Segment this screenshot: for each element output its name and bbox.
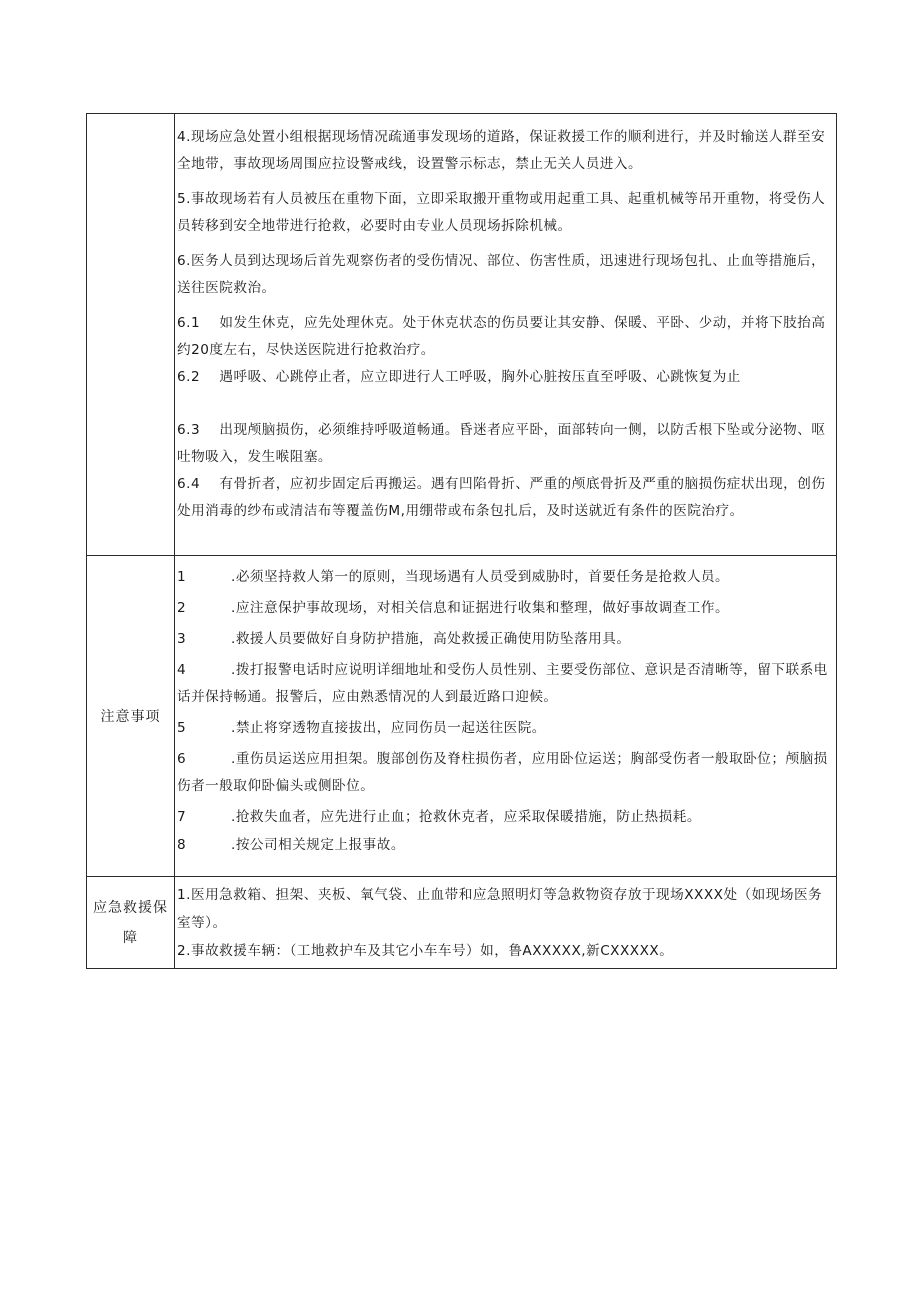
step-5: 5.事故现场若有人员被压在重物下面，立即采取搬开重物或用起重工具、起重机械等吊开重物，将受伤人员转移到安全地带进行抢救，必要时由专业人员现场拆除机械。 [177, 191, 826, 234]
precaution-text-1: .必须坚持救人第一的原则，当现场遇有人员受到威胁时，首要任务是抢救人员。 [231, 569, 730, 585]
precaution-item-1 [177, 564, 833, 591]
precaution-number-6: 6 [177, 751, 187, 767]
support-item-1: 1.医用急救箱、担架、夹板、氧气袋、止血带和应急照明灯等急救物资存放于现场XXXX处（如现场医务室等）。 [177, 887, 823, 931]
precaution-text-3: .救援人员要做好自身防护措施，高处救援正确使用防坠落用具。 [231, 631, 631, 647]
step-6: 6.医务人员到达现场后首先观察伤者的受伤情况、部位、伤害性质，迅速进行现场包扎、止血等措施后，送往医院救治。 [177, 253, 826, 296]
step-6-2-number: 6.2 [177, 369, 201, 385]
step-6-3-number: 6.3 [177, 422, 201, 438]
precautions-content [175, 556, 837, 877]
emergency-plan-table [86, 113, 837, 969]
step-6-1-text: 如发生休克，应先处理休克。处于休克状态的伤员要让其安静、保暖、平卧、少动，并将下肢抬高约20度左右，尽快送医院进行抢救治疗。 [177, 315, 826, 358]
support-row [87, 877, 837, 969]
precaution-text-6: .重伤员运送应用担架。腹部创伤及脊柱损伤者，应用卧位运送；胸部受伤者一般取卧位；颅脑损伤者一般取仰卧偏头或侧卧位。 [177, 751, 828, 794]
step-6-4 [177, 471, 833, 525]
precaution-item-4 [177, 657, 833, 711]
step-6-4-number: 6.4 [177, 476, 201, 492]
precaution-number-5: 5 [177, 720, 187, 736]
response-steps-row [87, 114, 837, 556]
precaution-number-7: 7 [177, 809, 187, 825]
precaution-item-6 [177, 746, 833, 800]
precaution-item-5 [177, 715, 833, 742]
precaution-text-7: .抢救失血者，应先进行止血；抢救休克者，应采取保暖措施，防止热损耗。 [231, 809, 701, 825]
support-item-2: 2.事故救援车辆：（工地救护车及其它小车车号）如，鲁AXXXXX,新CXXXXX。 [177, 943, 674, 959]
precaution-item-8 [177, 835, 833, 855]
precaution-text-5: .禁止将穿透物直接拔出，应同伤员一起送往医院。 [231, 720, 546, 736]
precaution-item-2 [177, 595, 833, 622]
precaution-item-3 [177, 626, 833, 653]
precaution-number-8: 8 [177, 837, 187, 853]
precaution-number-1: 1 [177, 569, 187, 585]
step-6-3-text: 出现颅脑损伤，必须维持呼吸道畅通。昏迷者应平卧，面部转向一侧，以防舌根下坠或分泌物、呕吐物吸入，发生喉阻塞。 [177, 422, 826, 465]
step-4: 4.现场应急处置小组根据现场情况疏通事发现场的道路，保证救援工作的顺利进行，并及时输送人群至安全地带，事故现场周围应拉设警戒线，设置警示标志，禁止无关人员进入。 [177, 129, 826, 172]
precaution-number-3: 3 [177, 631, 187, 647]
precautions-label: 注意事项 [87, 556, 175, 877]
step-6-3 [177, 417, 833, 471]
response-steps-content [175, 114, 837, 556]
response-steps-label-cell [87, 114, 175, 556]
step-6-1 [177, 310, 833, 364]
step-6-4-text: 有骨折者，应初步固定后再搬运。遇有凹陷骨折、严重的颅底骨折及严重的脑损伤症状出现，创伤处用消毒的纱布或清洁布等覆盖伤M,用绷带或布条包扎后，及时送就近有条件的医院治疗。 [177, 476, 826, 519]
step-6-1-number: 6.1 [177, 315, 201, 331]
step-6-2 [177, 364, 833, 391]
precaution-number-2: 2 [177, 600, 187, 616]
precautions-row [87, 556, 837, 877]
precaution-number-4: 4 [177, 662, 187, 678]
support-label-line-2: 障 [123, 929, 138, 946]
step-6-2-text: 遇呼吸、心跳停止者，应立即进行人工呼吸，胸外心脏按压直至呼吸、心跳恢复为止 [219, 369, 741, 385]
precaution-text-2: .应注意保护事故现场，对相关信息和证据进行收集和整理，做好事故调查工作。 [231, 600, 730, 616]
precaution-text-8: .按公司相关规定上报事故。 [231, 837, 405, 853]
support-label-cell [87, 877, 175, 969]
support-label-line-1: 应急救援保 [93, 899, 168, 916]
support-content [175, 877, 837, 969]
precaution-item-7 [177, 804, 833, 831]
precaution-text-4: .拨打报警电话时应说明详细地址和受伤人员性别、主要受伤部位、意识是否清晰等，留下联系电话并保持畅通。报警后，应由熟悉情况的人到最近路口迎候。 [177, 662, 828, 705]
